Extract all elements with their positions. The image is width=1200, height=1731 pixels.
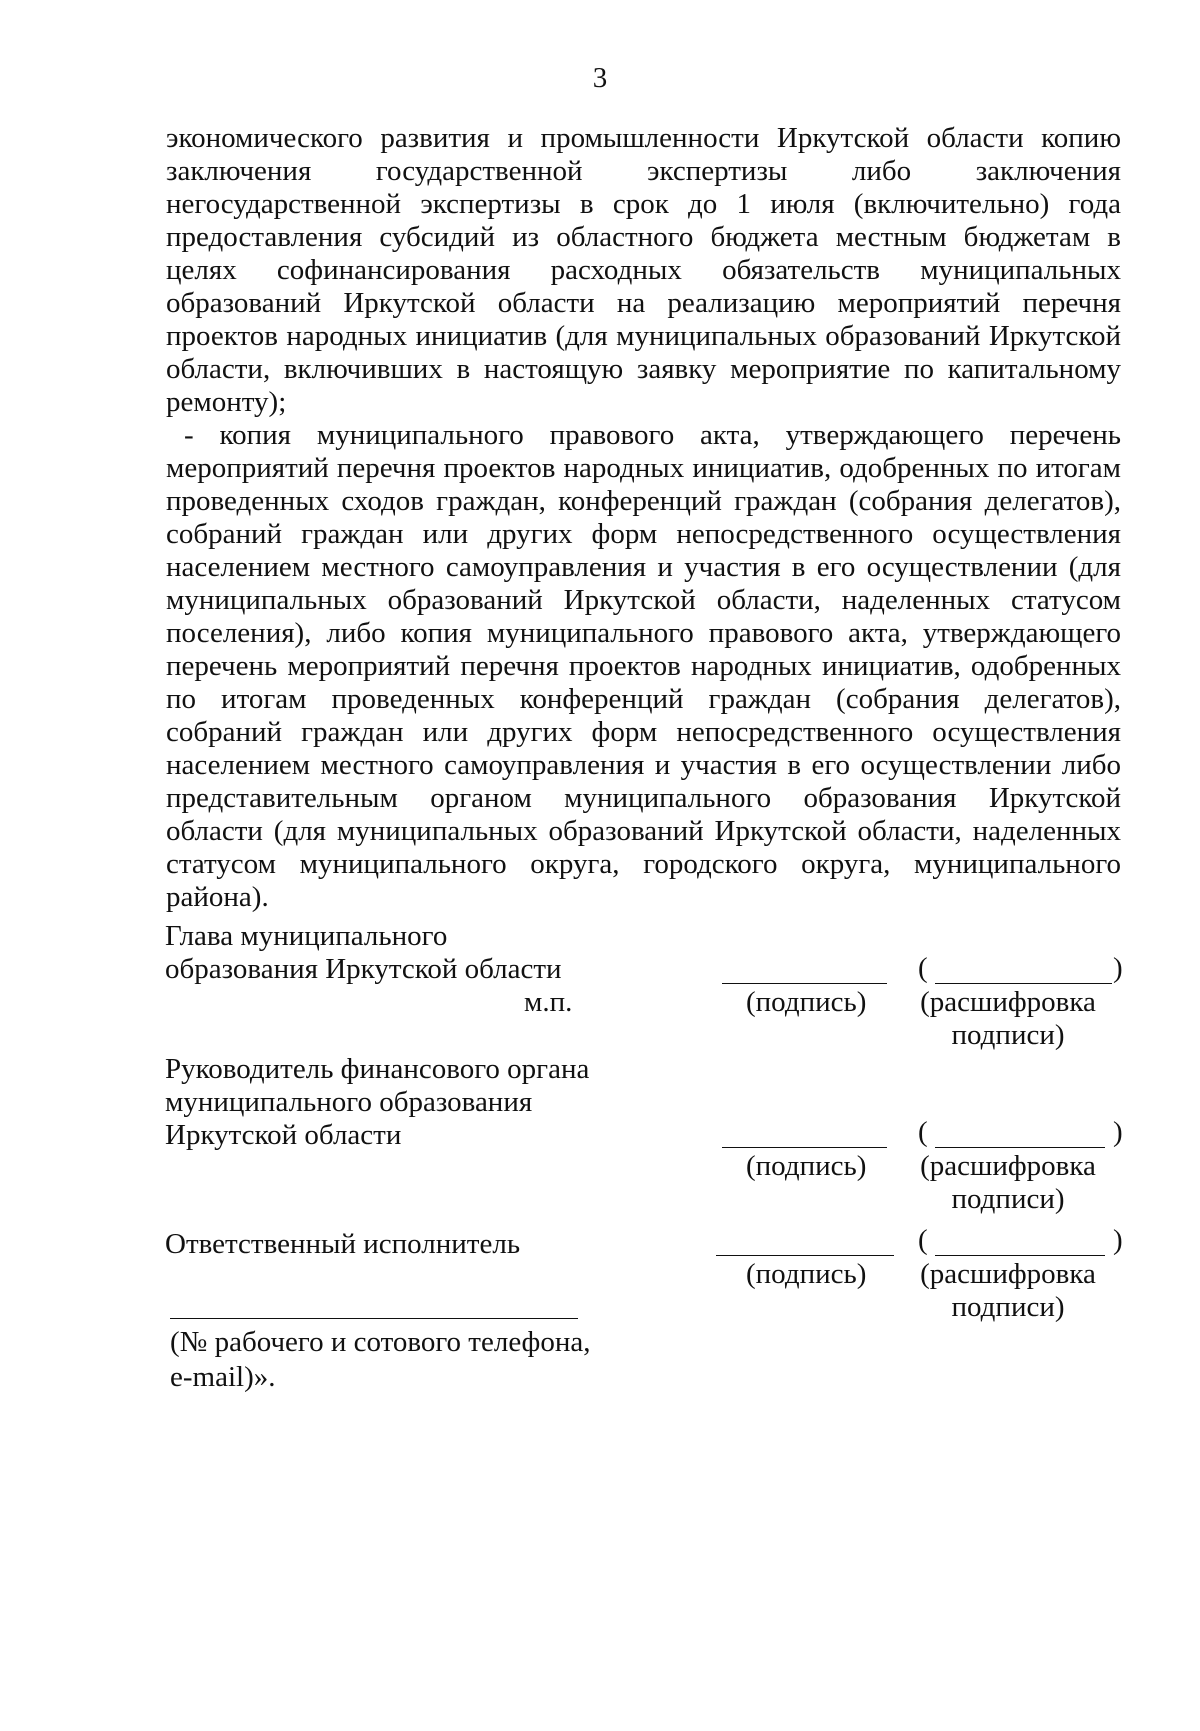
- finance-title-line1: Руководитель финансового органа: [165, 1053, 590, 1085]
- open-paren: (: [918, 952, 928, 984]
- decoding-caption-line1: (расшифровка: [920, 986, 1096, 1018]
- decoding-caption-line1: (расшифровка: [920, 1150, 1096, 1182]
- signature-line: [722, 1147, 887, 1148]
- close-paren: ): [1113, 952, 1123, 984]
- decoding-line: [935, 983, 1112, 984]
- signature-line: [716, 1255, 894, 1256]
- executor-title: Ответственный исполнитель: [165, 1228, 521, 1260]
- signature-caption: (подпись): [746, 1258, 867, 1290]
- decoding-caption-line1: (расшифровка: [920, 1258, 1096, 1290]
- head-title-line2: образования Иркутской области: [165, 953, 562, 985]
- stamp-label: м.п.: [524, 986, 573, 1018]
- phone-caption-line2: e-mail)».: [170, 1361, 276, 1393]
- document-body: [166, 122, 1121, 914]
- finance-title-line3: Иркутской области: [165, 1119, 402, 1151]
- signature-caption: (подпись): [746, 1150, 867, 1182]
- page-number: 3: [592, 62, 608, 94]
- decoding-caption-line2: подписи): [951, 1183, 1065, 1215]
- decoding-line: [935, 1255, 1105, 1256]
- decoding-caption-line2: подписи): [951, 1291, 1065, 1323]
- open-paren: (: [918, 1116, 928, 1148]
- decoding-caption-line2: подписи): [951, 1019, 1065, 1051]
- phone-caption-line1: (№ рабочего и сотового телефона,: [170, 1326, 591, 1358]
- phone-line: [170, 1318, 578, 1319]
- signature-caption: (подпись): [746, 986, 867, 1018]
- head-title-line1: Глава муниципального: [165, 920, 448, 952]
- finance-title-line2: муниципального образования: [165, 1086, 533, 1118]
- close-paren: ): [1113, 1224, 1123, 1256]
- decoding-line: [935, 1147, 1105, 1148]
- open-paren: (: [918, 1224, 928, 1256]
- paragraph-legal-act: - копия муниципального правового акта, утверждающего перечень мероприятий перечня проектов народных инициатив, одобренных по итогам проведенных сходов граждан, конференций граждан (собрания делегатов), собраний граждан или других форм непосредственного осуществления населением местного самоуправления и участия в его осуществлении (для муниципальных образований Иркутской области, наделенных статусом поселения), либо копия муниципального правового акта, утверждающего перечень мероприятий перечня проектов народных инициатив, одобренных по итогам проведенных конференций граждан (собрания делегатов), собраний граждан или других форм непосредственного осуществления населением местного самоуправления и участия в его осуществлении либо представительным органом муниципального образования Иркутской области (для муниципальных образований Иркутской области, наделенных статусом муниципального округа, городского округа, муниципального района).: [166, 419, 1121, 913]
- signature-line: [722, 983, 887, 984]
- paragraph-expertise: экономического развития и промышленности Иркутской области копию заключения государственной экспертизы либо заключения негосударственной экспертизы в срок до 1 июля (включительно) года предоставления субсидий из областного бюджета местным бюджетам в целях софинансирования расходных обязательств муниципальных образований Иркутской области на реализацию мероприятий перечня проектов народных инициатив (для муниципальных образований Иркутской области, включивших в настоящую заявку мероприятие по капитальному ремонту);: [166, 122, 1121, 418]
- close-paren: ): [1113, 1116, 1123, 1148]
